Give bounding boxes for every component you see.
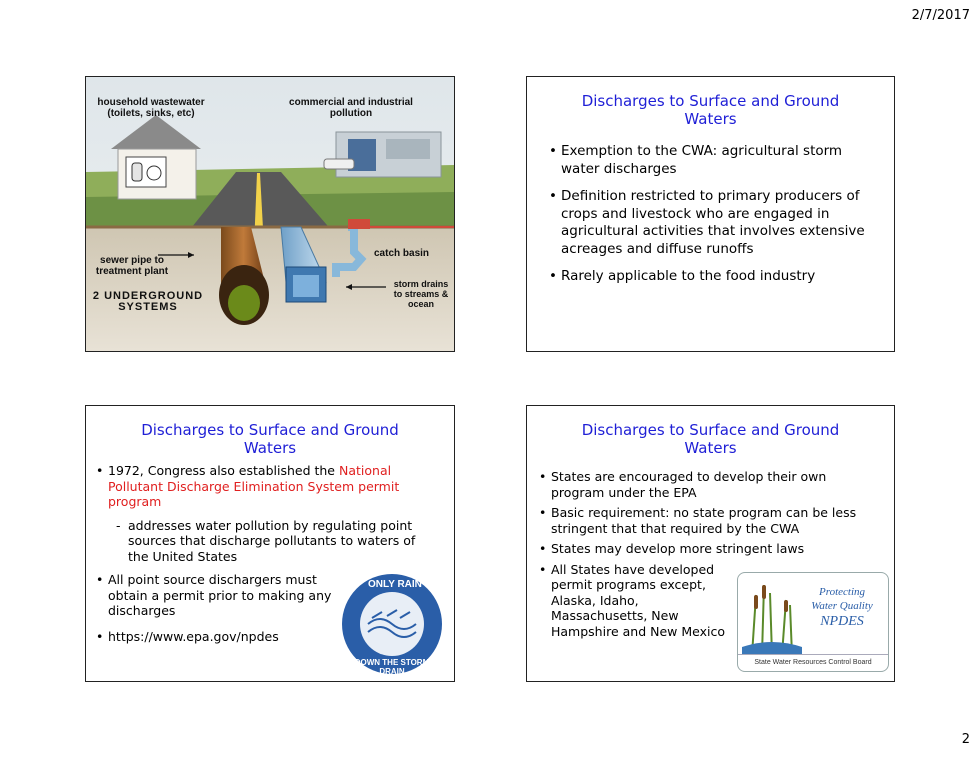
- logo-line-3: NPDES: [820, 614, 864, 629]
- bullet-item: [94, 463, 434, 510]
- bullet-item: • Rarely applicable to the food industry: [547, 268, 872, 286]
- slide-title: Discharges to Surface and Ground Waters: [581, 421, 840, 457]
- page-number: 2: [961, 732, 970, 747]
- logo-line-2: Water Quality: [811, 600, 873, 612]
- bullet-item: • States are encouraged to develop their own program under the EPA: [537, 469, 880, 500]
- slide-state-programs: [526, 405, 895, 682]
- label-catch-basin: catch basin: [374, 248, 430, 259]
- sub-bullet-item: - addresses water pollution by regulating point sources that discharge pollutants to waters of the United States: [94, 518, 434, 565]
- bullet-item: • Basic requirement: no state program can be less stringent that that required by the CWA: [537, 505, 880, 536]
- label-underground-systems: 2 UNDERGROUND SYSTEMS: [92, 290, 204, 313]
- bullet-item: • Exemption to the CWA: agricultural storm water discharges: [547, 143, 872, 178]
- slide-title: Discharges to Surface and Ground Waters: [581, 92, 840, 128]
- npdes-logo: [737, 572, 889, 672]
- stamp-bottom-text: DOWN THE STORM DRAIN: [354, 658, 430, 676]
- logo-line-1: Protecting: [818, 586, 866, 598]
- bullet-item: • All States have developed permit programs except, Alaska, Idaho, Massachusetts, New Hampshire and New Mexico: [537, 562, 735, 640]
- bullet-list: [94, 572, 339, 644]
- slide-title: Discharges to Surface and Ground Waters: [141, 421, 399, 457]
- bullet-item: • https://www.epa.gov/npdes: [94, 629, 339, 645]
- label-commercial: commercial and industrial pollution: [289, 97, 413, 119]
- bullet-list: [547, 143, 872, 286]
- slide-illustration: [85, 76, 455, 352]
- bullet-text: 1972, Congress also established the: [108, 463, 339, 478]
- slide-exemptions: [526, 76, 895, 352]
- cattail-icon: [742, 575, 802, 655]
- label-household: household wastewater (toilets, sinks, etc): [97, 97, 205, 119]
- storm-drain-stamp: [342, 574, 442, 674]
- label-sewer-pipe: sewer pipe to treatment plant: [95, 255, 169, 277]
- label-storm-drains: storm drains to streams & ocean: [393, 279, 449, 309]
- logo-footer: State Water Resources Control Board: [738, 654, 888, 671]
- bullet-item: • All point source dischargers must obtain a permit prior to making any discharges: [94, 572, 339, 619]
- slide-npdes-program: [85, 405, 455, 682]
- bullet-list: [94, 463, 434, 510]
- bullet-item: • Definition restricted to primary producers of crops and livestock who are engaged in agricultural activities that involves extensive acreages and diffuse runoffs: [547, 188, 872, 258]
- slide-date: 2/7/2017: [911, 8, 970, 23]
- bullet-item: • States may develop more stringent laws: [537, 541, 880, 557]
- npdes-highlight: National Pollutant Discharge Elimination System permit program: [108, 463, 400, 509]
- stamp-top-text: ONLY RAIN: [368, 579, 422, 590]
